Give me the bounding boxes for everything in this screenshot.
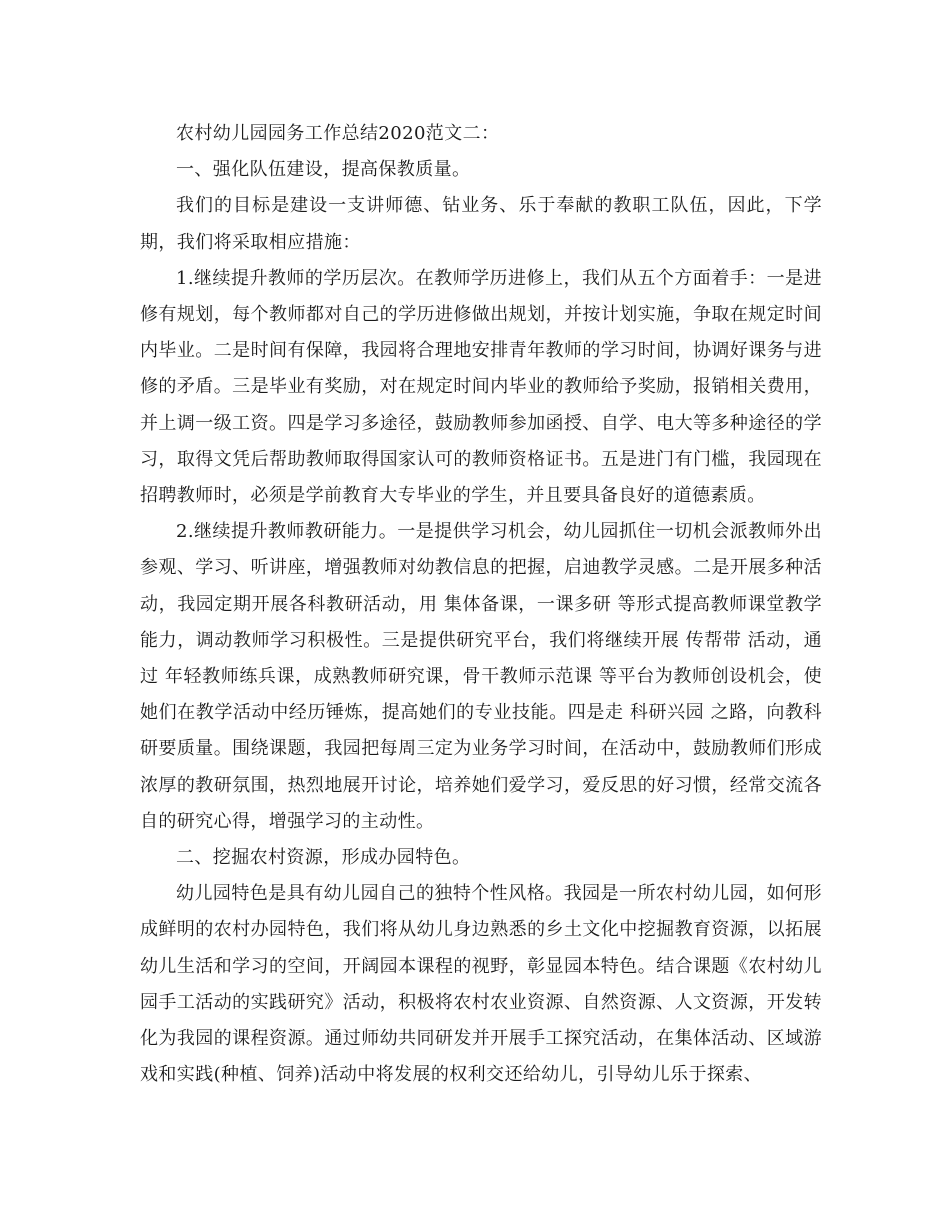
document-title: 农村幼儿园园务工作总结2020范文二： xyxy=(176,123,500,144)
section-heading-1: 一、强化队伍建设，提高保教质量。 xyxy=(176,159,471,181)
paragraph-item-2: 2.继续提升教师教研能力。一是提供学习机会，幼儿园抓住一切机会派教师外出参观、学习、听讲座，增强教师对幼教信息的把握，启迪教学灵感。二是开展多种活动，我园定期开展各科教研活动，用 集体备课，一课多研 等形式提高教师课堂教学能力，调动教师学习积极性。三是提供研究平台，我们将继续开展 传帮带 活动，通过 年轻教师练兵课，成熟教师研究课，骨干教师示范课 等平台为教师创设机会，使她们在教学活动中经历锤炼，提高她们的专业技能。四是走 科研兴园 之路，向教科研要质量。围绕课题，我园把每周三定为业务学习时间，在活动中，鼓励教师们形成浓厚的教研氛围，热烈地展开讨论，培养她们爱学习，爱反思的好习惯，经常交流各自的研究心得，增强学习的主动性。 xyxy=(140,521,822,832)
paragraph-features: 幼儿园特色是具有幼儿园自己的独特个性风格。我园是一所农村幼儿园，如何形成鲜明的农村办园特色，我们将从幼儿身边熟悉的乡土文化中挖掘教育资源，以拓展幼儿生活和学习的空间，开阔园本课程的视野，彰显园本特色。结合课题《农村幼儿园手工活动的实践研究》活动，积极将农村农业资源、自然资源、人文资源，开发转化为我园的课程资源。通过师幼共同研发并开展手工探究活动，在集体活动、区域游戏和实践(种植、饲养)活动中将发展的权利交还给幼儿，引导幼儿乐于探索、 xyxy=(140,883,822,1086)
paragraph-goal: 我们的目标是建设一支讲师德、钻业务、乐于奉献的教职工队伍，因此，下学期，我们将采取相应措施： xyxy=(140,195,822,253)
paragraph-item-1: 1.继续提升教师的学历层次。在教师学历进修上，我们从五个方面着手：一是进修有规划，每个教师都对自己的学历进修做出规划，并按计划实施，争取在规定时间内毕业。二是时间有保障，我园将合理地安排青年教师的学习时间，协调好课务与进修的矛盾。三是毕业有奖励，对在规定时间内毕业的教师给予奖励，报销相关费用，并上调一级工资。四是学习多途径，鼓励教师参加函授、自学、电大等多种途径的学习，取得文凭后帮助教师取得国家认可的教师资格证书。五是进门有门槛，我园现在招聘教师时，必须是学前教育大专毕业的学生，并且要具备良好的道德素质。 xyxy=(140,267,822,507)
section-heading-2: 二、挖掘农村资源，形成办园特色。 xyxy=(176,847,471,869)
document-body xyxy=(140,116,822,1093)
